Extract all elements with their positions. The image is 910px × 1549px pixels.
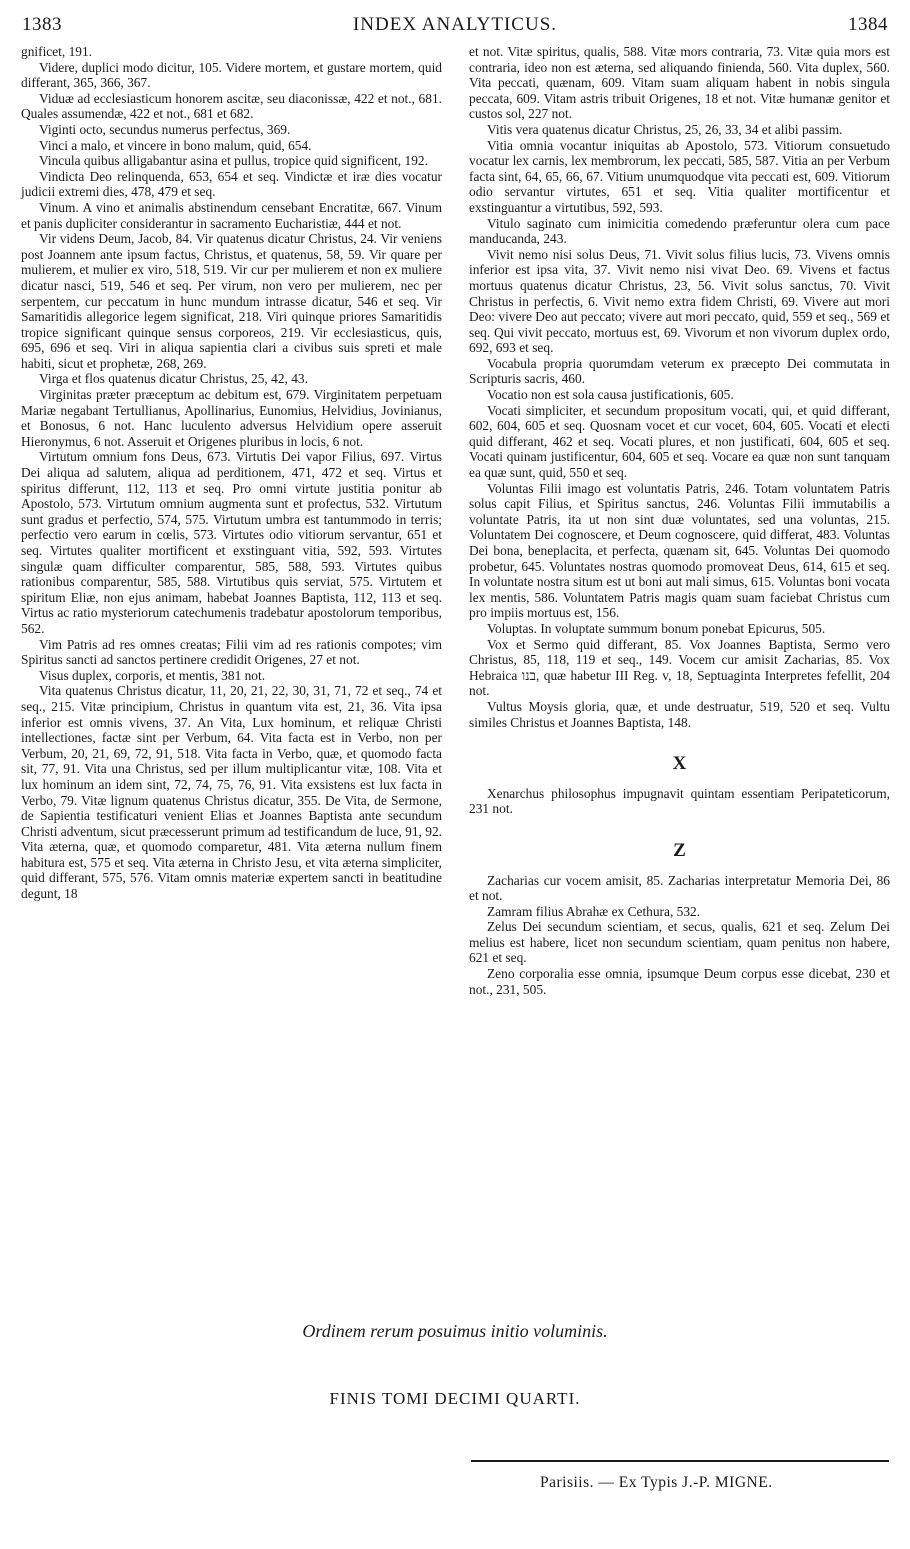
section-letter-z: Z: [673, 839, 686, 861]
right-column: [469, 44, 890, 997]
index-entry: Voluntas Filii imago est voluntatis Patris, 246. Totam voluntatem Patris solus capit Filius, et Spiritus sanctus, 246. Voluntas Filii immutabilis a voluntate Patris, ita ut non sint duæ voluntates, sed una voluntas, 215. Voluntatem Dei cognoscere, et Deum cognoscere, quid differat, 483. Voluntas Dei bona, beneplacita, et perfecta, quænam sit, 645. Voluntas Dei quomodo probetur, 645. Voluntates nostras quomodo promoveat Deus, 614, 615 et seq. In voluntate nostra situm est ut boni aut mali simus, 615. Voluntas boni vocata lex mentis, 586. Voluntatem Patris magis quam suam faciebat Christus cum pro impiis mortuus est, 156.: [469, 480, 890, 621]
index-entry: Zacharias cur vocem amisit, 85. Zacharias interpretatur Memoria Dei, 86 et not.: [469, 872, 890, 904]
index-entry: Zeno corporalia esse omnia, ipsumque Deum corpus esse dicebat, 230 et not., 231, 505.: [469, 966, 890, 997]
index-entry: Vivit nemo nisi solus Deus, 71. Vivit solus filius lucis, 73. Vivens omnis inferior est ipsa vita, 37. Vivit nemo nisi vivat Deo. 69. Vivens et factus mortuus quatenus dicatur Christus, 23, 56. Vivit solus sanctus, 70. Vivit Christus in perfectis, 6. Vivit nemo extra fidem Christi, 69. Vivere aut mori Deo: vivere Deo aut peccato; vivere aut mori peccato, quid, 559 et seq., 569 et seq. Qui vivit peccato, mortuus est, 69. Vivorum et non vivorum duplex ordo, 692, 693 et seq.: [469, 246, 890, 356]
index-entry: Vita quatenus Christus dicatur, 11, 20, 21, 22, 30, 31, 71, 72 et seq., 74 et seq., 215. Vitæ principium, Christus in quantum vita est, 21, 36. Vita ipsa inferior est omnis vivens, 37. An Vita, Lux hominum, et reliquæ Christi intellectiones, factæ sint per Verbum, 64. Vita facta est in Verbo, non per Verbum, 20, 21, 69, 72, 91, 518. Vita facta in Verbo, quæ, et quomodo facta sit, 77, 91. Vita una Christus, sed per illum multiplicantur vitæ, 108. Vita et lux hominum an idem sint, 72, 74, 75, 76, 91. Vita exsistens est lux facta in Verbo, 79. Vitæ lignum quatenus Christus dicatur, 355. De Vita, de Sermone, de Sapientia testificaturi venient Elias et Joannes Baptista ante secundum Christi adventum, sicut præcesserunt primum ad testificandum de luce, 91, 92. Vita æterna, quæ, et quomodo comparetur, 481. Vita æterna nullum finem habitura est, 575 et seq. Vita æterna in Christo Jesu, et vita æterna simpliciter, quid differant, 575, 576. Vitam omnis materiæ expertem sancti in beatitudine degunt, 18: [21, 683, 442, 902]
index-entry: Vultus Moysis gloria, quæ, et unde destruatur, 519, 520 et seq. Vultu similes Christus et Joannes Baptista, 148.: [469, 698, 890, 730]
index-entry: Vitia omnia vocantur iniquitas ab Apostolo, 573. Vitiorum consuetudo vocatur lex carnis, lex membrorum, lex peccati, 585, 587. Vitia an per Verbum facta sint, 64, 65, 66, 67. Vitium unumquodque vita peccati est, 609. Vitiorum odio servantur virtutes, 651 et seq. Vitia qualiter mortificentur et exstinguantur a virtutibus, 592, 593.: [469, 137, 890, 215]
index-entry: Viginti octo, secundus numerus perfectus, 369.: [39, 121, 291, 137]
index-entry: Vinci a malo, et vincere in bono malum, quid, 654.: [39, 137, 312, 153]
index-entry: Vir videns Deum, Jacob, 84. Vir quatenus dicatur Christus, 24. Vir veniens post Joannem ante ipsum factus, Christus, et quatenus, 58, 59. Vir quare per mulierem, et mulier ex viro, 518, 519. Vir cur per mulierem et non ex muliere dicatur nasci, 519, 546 et seq. Per virum, non vero per mulierem, nec per serpentem, cur peccatum in hunc mundum intrasse dicatur, 546 et seq. Vir Samaritidis allegorice legem significat, 218. Viri quinque priores Samaritidis tropice significant quinque sensus corporeos, 219. Vir ecclesiasticus, quis, 695, 696 et seq. Viri in aliqua sapientia clari a civibus suis spreti et male habiti, sicut et prophetæ, 268, 269.: [21, 231, 442, 371]
index-entry: Xenarchus philosophus impugnavit quintam essentiam Peripateticorum, 231 not.: [469, 785, 890, 817]
page-number-left: 1383: [22, 14, 62, 35]
index-entry: Videre, duplici modo dicitur, 105. Videre mortem, et gustare mortem, quid differant, 365, 366, 367.: [21, 59, 442, 91]
index-entry: Vocati simpliciter, et secundum propositum vocati, qui, et quid differant, 602, 604, 605 et seq. Quosnam vocet et cur vocet, 604, 605. Vocati et electi quid differant, 462 et seq. Vocati plures, et non justificati, 604, 605 et seq. Vocati quinam justificentur, 604, 605 et seq. Vocare ea quæ non sunt tanquam ea quæ sunt, quid, 550 et seq.: [469, 402, 890, 481]
index-entry: Viduæ ad ecclesiasticum honorem ascitæ, seu diaconissæ, 422 et not., 681. Quales assumendæ, 422 et not., 681 et 682.: [21, 90, 442, 122]
index-entry: Vinum. A vino et animalis abstinendum censebant Encratitæ, 667. Vinum et panis dupliciter considerantur in sacramento Eucharistiæ, 444 et not.: [21, 199, 442, 231]
index-entry: Zelus Dei secundum scientiam, et secus, qualis, 621 et seq. Zelum Dei melius est habere, licet non secundum scientiam, quam penitus non habere, 621 et seq.: [469, 919, 890, 966]
index-entry: Virga et flos quatenus dicatur Christus, 25, 42, 43.: [39, 371, 308, 387]
index-entry: Visus duplex, corporis, et mentis, 381 not.: [39, 667, 266, 683]
index-entry: Virginitas præter præceptum ac debitum est, 679. Virginitatem perpetuam Mariæ negabant Tertullianus, Apollinarius, Eunomius, Helvidius, Jovinianus, et Bonosus, 6 not. Hanc luculento adversus Helvidium opere asseruit Hieronymus, 6 not. Asseruit et Origenes pluribus in locis, 6 not.: [21, 387, 442, 449]
page-number-right: 1384: [848, 14, 888, 35]
index-entry: Virtutum omnium fons Deus, 673. Virtutis Dei vapor Filius, 697. Virtus Dei aliqua ad salutem, aliqua ad perditionem, 471, 472 et seq. Virtus et spiritus differunt, 112, 113 et seq. Pro omni virtute justitia ponitur ab Apostolo, 573. Virtutum omnium augmenta sunt et profectus, 532. Virtutum sunt gradus et perfectio, 574, 575. Virtutum umbra est tantummodo in terris; perfectio vero earum in cœlis, 573. Virtutes odio vitiorum servantur, 651 et seq. Virtutes qualiter mortificent et exstinguant vitia, 592, 593. Virtutes singulæ quam difficulter comparentur, 585, 588, 593. Virtutes quibus rationibus comparentur, 585, 588. Virtutibus quis serviat, 575. Virtutem et spiritum Eliæ, non ejus animam, habebat Joannes Baptista, 112, 113 et seq. Virtus ac ratio mysteriorum catechumenis tradebatur apostolorum temporibus, 562.: [21, 449, 442, 636]
index-entry: gnificet, 191.: [21, 44, 93, 59]
section-letter-x: X: [672, 753, 687, 775]
finis-line: FINIS TOMI DECIMI QUARTI.: [329, 1389, 581, 1408]
index-entry: Voluptas. In voluptate summum bonum ponebat Epicurus, 505.: [487, 620, 826, 636]
index-entry: et not. Vitæ spiritus, qualis, 588. Vitæ mors contraria, 73. Vitæ quia mors est contraria, ideo non est æterna, sed aliquando finienda, 560. Vita duplex, 560. Vita peccati, quænam, 609. Vitam suam aliquam habent in nobis singula peccata, 609. Vitam astris tribuit Origenes, 18 et not. Vitæ humanæ genitor et custos sol, 227 not.: [469, 44, 890, 122]
index-entry: Vindicta Deo relinquenda, 653, 654 et seq. Vindictæ et iræ dies vocatur judicii extremi dies, 478, 479 et seq.: [21, 168, 442, 200]
running-header: [22, 14, 888, 40]
page-title: INDEX ANALYTICUS.: [352, 14, 558, 35]
index-entry: Vincula quibus alligabantur asina et pullus, tropice quid significent, 192.: [39, 153, 428, 169]
index-entry: Zamram filius Abrahæ ex Cethura, 532.: [487, 903, 701, 919]
printer-imprint: Parisiis. — Ex Typis J.-P. MIGNE.: [540, 1474, 773, 1491]
left-column: [21, 44, 442, 902]
index-entry: Vocabula propria quorumdam veterum ex præcepto Dei commutata in Scripturis sacris, 460.: [469, 355, 890, 387]
closing-note: Ordinem rerum posuimus initio voluminis.: [302, 1321, 608, 1341]
index-entry: Vitulo saginato cum inimicitia comedendo præferuntur olera cum pace manducanda, 243.: [469, 215, 890, 247]
index-entry: Vim Patris ad res omnes creatas; Filii vim ad res rationis compotes; vim Spiritus sancti ad sanctos pertinere credidit Origenes, 27 et not.: [21, 636, 442, 668]
index-entry: Vocatio non est sola causa justificationis, 605.: [487, 387, 734, 403]
divider-rule: [471, 1460, 889, 1462]
index-entry: Vitis vera quatenus dicatur Christus, 25, 26, 33, 34 et alibi passim.: [487, 121, 843, 137]
index-entry: Vox et Sermo quid differant, 85. Vox Joannes Baptista, Sermo vero Christus, 85, 118, 119 et seq., 149. Vocem cur amisit Zacharias, 85. Vox Hebraica בנו, quæ habetur III Reg. v, 18, Septuaginta Interpretes fefellit, 204 not.: [469, 636, 890, 699]
